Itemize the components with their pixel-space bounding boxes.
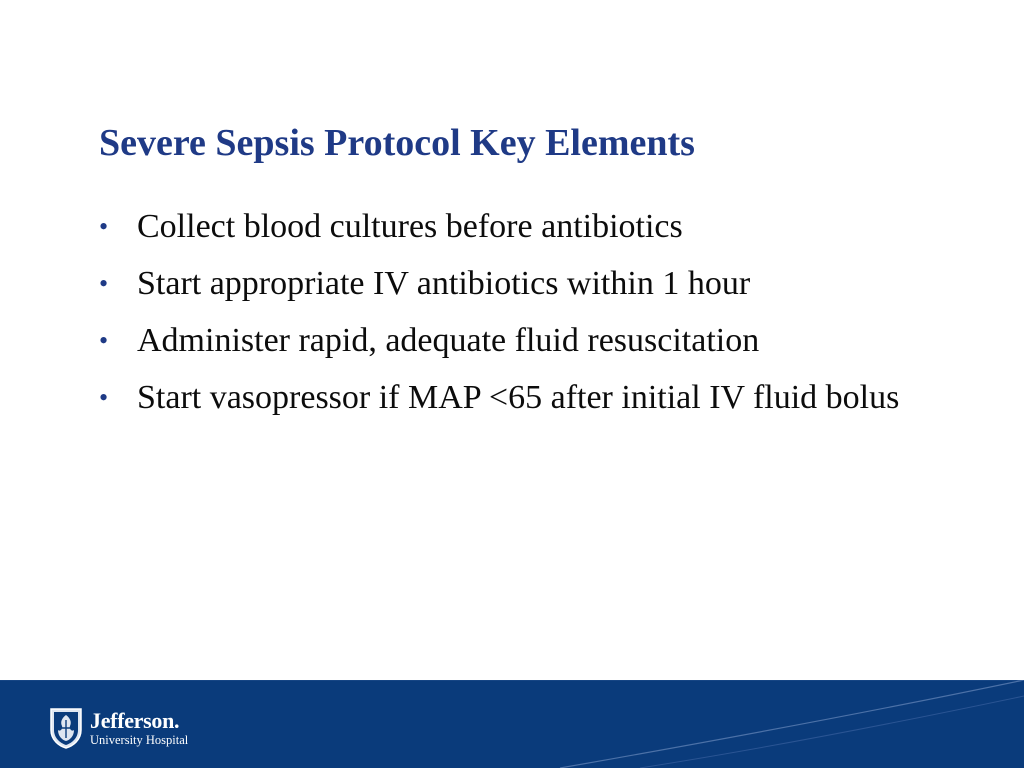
bullet-text: Administer rapid, adequate fluid resuscitation (137, 322, 760, 359)
slide-title: Severe Sepsis Protocol Key Elements (99, 122, 695, 164)
bullet-list (99, 204, 979, 432)
list-item (99, 318, 979, 364)
bullet-icon: • (99, 212, 109, 241)
list-item (99, 204, 979, 250)
logo-text (90, 709, 188, 747)
bullet-text: Start appropriate IV antibiotics within 1 hour (137, 265, 751, 302)
jefferson-crest-icon (48, 706, 84, 750)
list-item (99, 261, 979, 307)
bullet-icon: • (99, 326, 109, 355)
jefferson-logo (48, 703, 188, 753)
bullet-text: Start vasopressor if MAP <65 after initial IV fluid bolus (137, 379, 900, 416)
bullet-icon: • (99, 383, 109, 412)
bullet-text: Collect blood cultures before antibiotics (137, 208, 683, 245)
logo-name: Jefferson. (90, 708, 180, 733)
bullet-icon: • (99, 269, 109, 298)
list-item (99, 375, 979, 421)
logo-subtitle: University Hospital (90, 733, 189, 747)
